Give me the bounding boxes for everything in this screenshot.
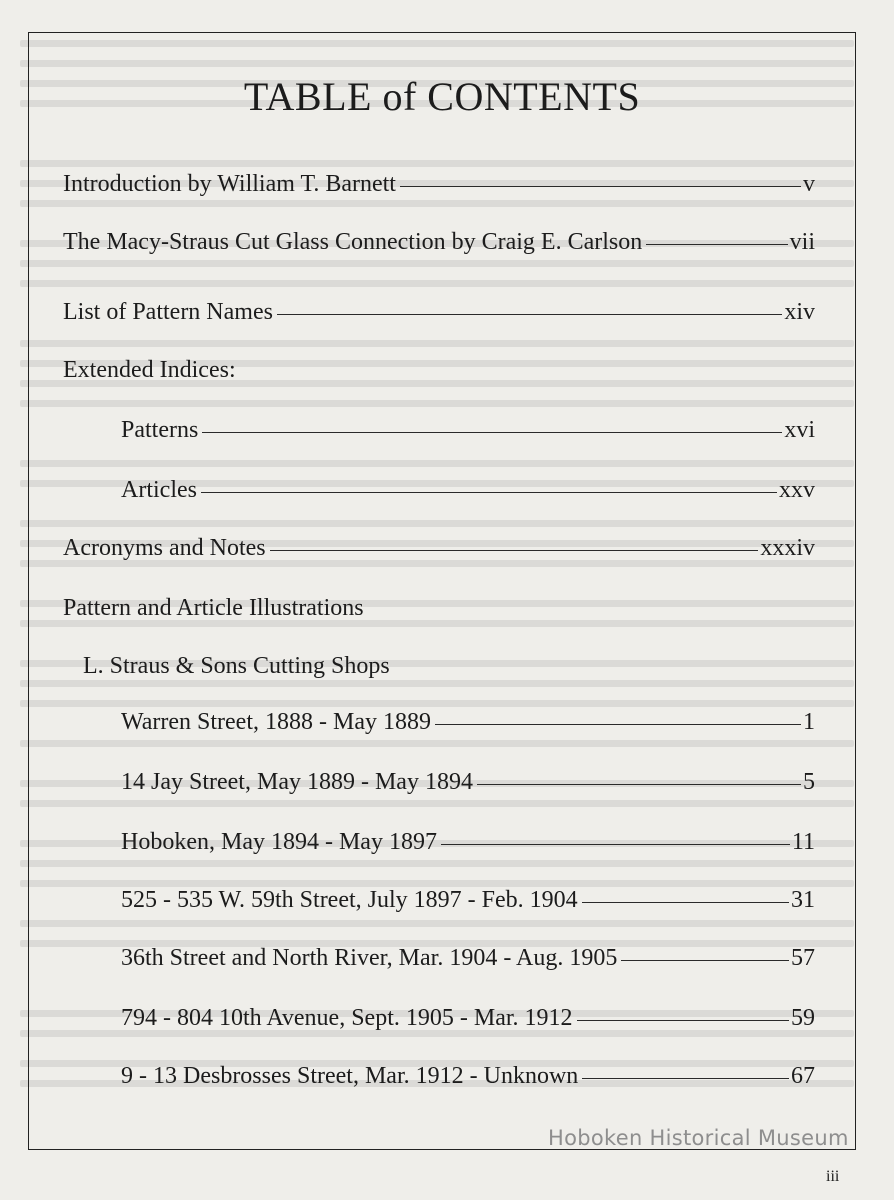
- heading-illustrations: Pattern and Article Illustrations: [63, 595, 364, 621]
- leader-line: [202, 432, 782, 433]
- leader-line: [582, 902, 789, 903]
- toc-entry-desbrosses-street[interactable]: [121, 1063, 815, 1093]
- toc-entry-59th-street[interactable]: [121, 887, 815, 917]
- toc-entry-label: 794 - 804 10th Avenue, Sept. 1905 - Mar. 1912: [121, 1005, 573, 1031]
- toc-entry-page: 5: [803, 769, 815, 795]
- toc-entry-page: xxxiv: [760, 535, 815, 561]
- toc-entry-label: Acronyms and Notes: [63, 535, 266, 561]
- contents-frame: [28, 32, 856, 1150]
- toc-entry-label: 525 - 535 W. 59th Street, July 1897 - Feb. 1904: [121, 887, 578, 913]
- leader-line: [621, 960, 789, 961]
- toc-entry-label: List of Pattern Names: [63, 299, 273, 325]
- toc-entry-warren-street[interactable]: [121, 709, 815, 739]
- toc-entry-articles[interactable]: [121, 477, 815, 507]
- toc-entry-label: Introduction by William T. Barnett: [63, 171, 396, 197]
- toc-entry-label: Articles: [121, 477, 197, 503]
- leader-line: [477, 784, 801, 785]
- leader-line: [201, 492, 777, 493]
- leader-line: [582, 1078, 789, 1079]
- toc-entry-page: 57: [791, 945, 815, 971]
- heading-cutting-shops: L. Straus & Sons Cutting Shops: [83, 653, 390, 679]
- museum-watermark: Hoboken Historical Museum: [548, 1126, 849, 1150]
- toc-entry-page: xxv: [779, 477, 815, 503]
- toc-entry-label: Warren Street, 1888 - May 1889: [121, 709, 431, 735]
- toc-entry-acronyms[interactable]: [63, 535, 815, 565]
- toc-entry-label: 36th Street and North River, Mar. 1904 - Aug. 1905: [121, 945, 618, 971]
- toc-entry-label: 9 - 13 Desbrosses Street, Mar. 1912 - Unknown: [121, 1063, 579, 1089]
- leader-line: [277, 314, 782, 315]
- toc-entry-page: 1: [803, 709, 815, 735]
- toc-entry-page: 31: [791, 887, 815, 913]
- page-title: TABLE of CONTENTS: [243, 74, 641, 119]
- toc-entry-label: Patterns: [121, 417, 199, 443]
- heading-extended-indices: Extended Indices:: [63, 357, 236, 383]
- toc-entry-label: Hoboken, May 1894 - May 1897: [121, 829, 437, 855]
- leader-line: [577, 1020, 789, 1021]
- toc-entry-hoboken[interactable]: [121, 829, 815, 859]
- leader-line: [441, 844, 790, 845]
- toc-entry-page: xiv: [784, 299, 815, 325]
- toc-entry-pattern-names[interactable]: [63, 299, 815, 329]
- leader-line: [646, 244, 787, 245]
- toc-entry-label: The Macy-Straus Cut Glass Connection by Craig E. Carlson: [63, 229, 643, 255]
- toc-entry-jay-street[interactable]: [121, 769, 815, 799]
- toc-entry-page: 11: [791, 829, 815, 855]
- toc-entry-10th-avenue[interactable]: [121, 1005, 815, 1035]
- leader-line: [270, 550, 759, 551]
- page-number: iii: [826, 1168, 840, 1185]
- toc-entry-connection[interactable]: [63, 229, 815, 259]
- toc-entry-label: 14 Jay Street, May 1889 - May 1894: [121, 769, 473, 795]
- toc-entry-page: 59: [791, 1005, 815, 1031]
- toc-entry-patterns[interactable]: [121, 417, 815, 447]
- toc-entry-introduction[interactable]: [63, 171, 815, 201]
- toc-entry-page: 67: [791, 1063, 815, 1089]
- toc-entry-36th-street[interactable]: [121, 945, 815, 975]
- leader-line: [435, 724, 801, 725]
- toc-entry-page: v: [803, 171, 815, 197]
- leader-line: [400, 186, 801, 187]
- toc-entry-page: vii: [789, 229, 815, 255]
- toc-entry-page: xvi: [784, 417, 815, 443]
